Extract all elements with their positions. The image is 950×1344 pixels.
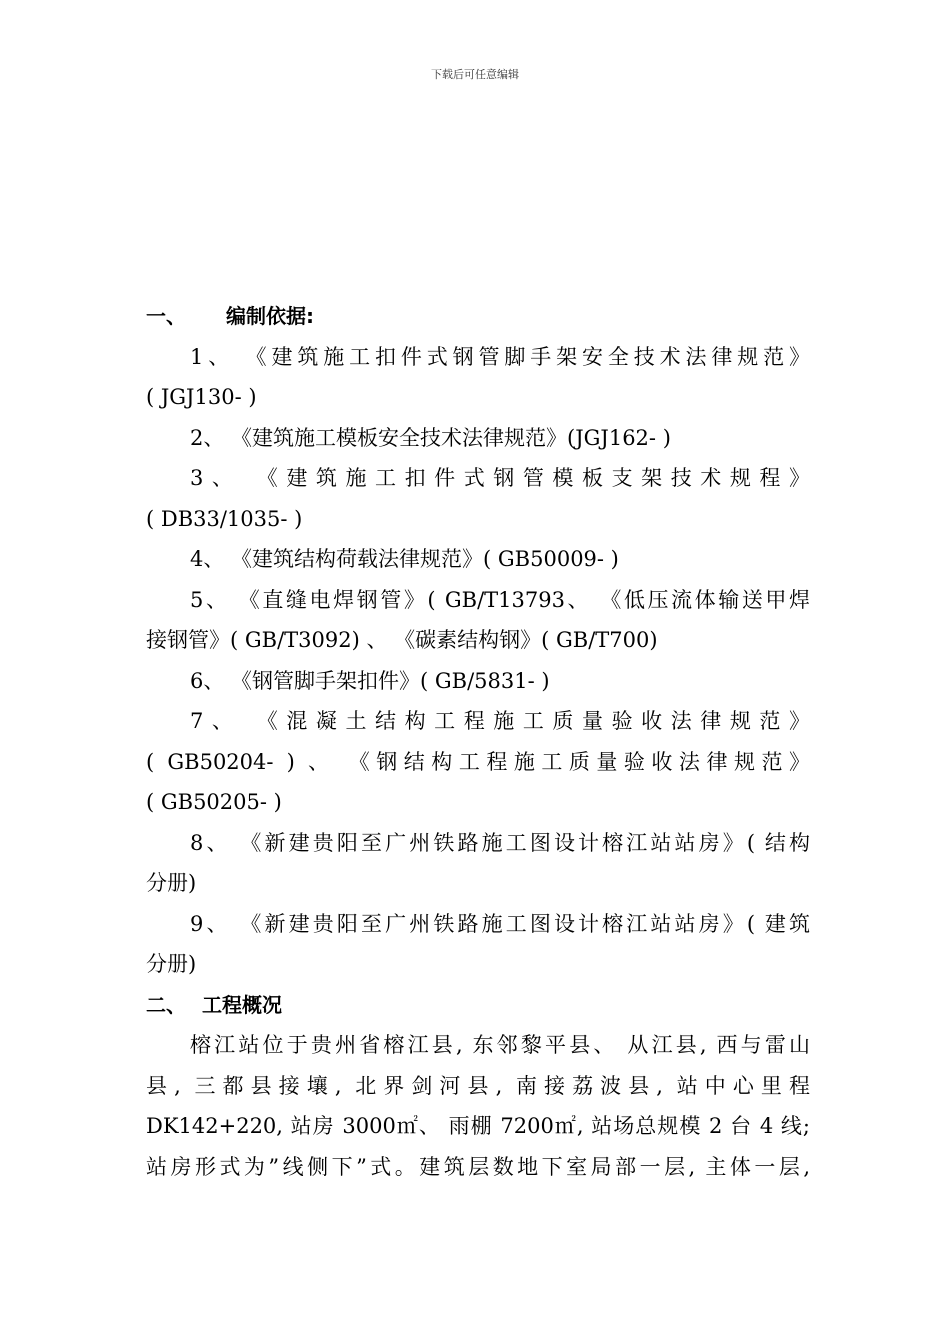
list-item-5-line-1: 5、 《直缝电焊钢管》( GB/T13793、 《低压流体输送甲焊 <box>190 587 810 612</box>
overview-line-4: 站房形式为”线侧下”式。建筑层数地下室局部一层, 主体一层, <box>146 1154 810 1179</box>
list-item-9-line-2: 分册) <box>146 952 197 976</box>
section-title: 工程概况 <box>202 992 282 1017</box>
list-item-7-line-2: ( GB50204- ) 、 《钢结构工程施工质量验收法律规范》 <box>146 749 810 774</box>
list-item-3-line-2: ( DB33/1035- ) <box>146 506 303 531</box>
list-item-5-line-2: 接钢管》( GB/T3092) 、 《碳素结构钢》( GB/T700) <box>146 628 658 652</box>
header-note: 下载后可任意编辑 <box>431 68 519 81</box>
section-heading-1 <box>146 296 810 337</box>
list-item-7-line-1: 7、 《混凝土结构工程施工质量验收法律规范》 <box>190 709 810 733</box>
list-item-7-line-3: ( GB50205- ) <box>146 790 282 814</box>
list-item-1-line-2: ( JGJ130- ) <box>146 385 257 409</box>
section-title: 编制依据: <box>226 304 314 328</box>
list-item-1-line-1: 1、 《建筑施工扣件式钢管脚手架安全技术法律规范》 <box>190 344 810 369</box>
list-item-8-line-2: 分册) <box>146 871 197 895</box>
list-item-2-line-1: 2、 《建筑施工模板安全技术法律规范》(JGJ162- ) <box>190 425 671 450</box>
document-body <box>146 296 810 1187</box>
list-item-3-line-1: 3、 《建筑施工扣件式钢管模板支架技术规程》 <box>190 466 810 490</box>
list-item-4-line-1: 4、 《建筑结构荷载法律规范》( GB50009- ) <box>190 547 619 571</box>
overview-paragraph <box>146 1025 810 1187</box>
overview-line-1: 榕江站位于贵州省榕江县, 东邻黎平县、 从江县, 西与雷山 <box>190 1033 810 1057</box>
section-number: 二、 <box>146 992 186 1017</box>
overview-line-2: 县, 三都县接壤, 北界剑河县, 南接荔波县, 站中心里程 <box>146 1073 810 1098</box>
list-item-6-line-1: 6、 《钢管脚手架扣件》( GB/5831- ) <box>190 668 550 693</box>
list-item-8-line-1: 8、 《新建贵阳至广州铁路施工图设计榕江站站房》( 结构 <box>190 830 810 855</box>
section-heading-2 <box>146 985 810 1026</box>
section-number: 一、 <box>146 304 186 328</box>
list-item-9-line-1: 9、 《新建贵阳至广州铁路施工图设计榕江站站房》( 建筑 <box>190 911 810 936</box>
overview-line-3: DK142+220, 站房 3000㎡、 雨棚 7200㎡, 站场总规模 2 台 4 线; <box>146 1114 810 1138</box>
